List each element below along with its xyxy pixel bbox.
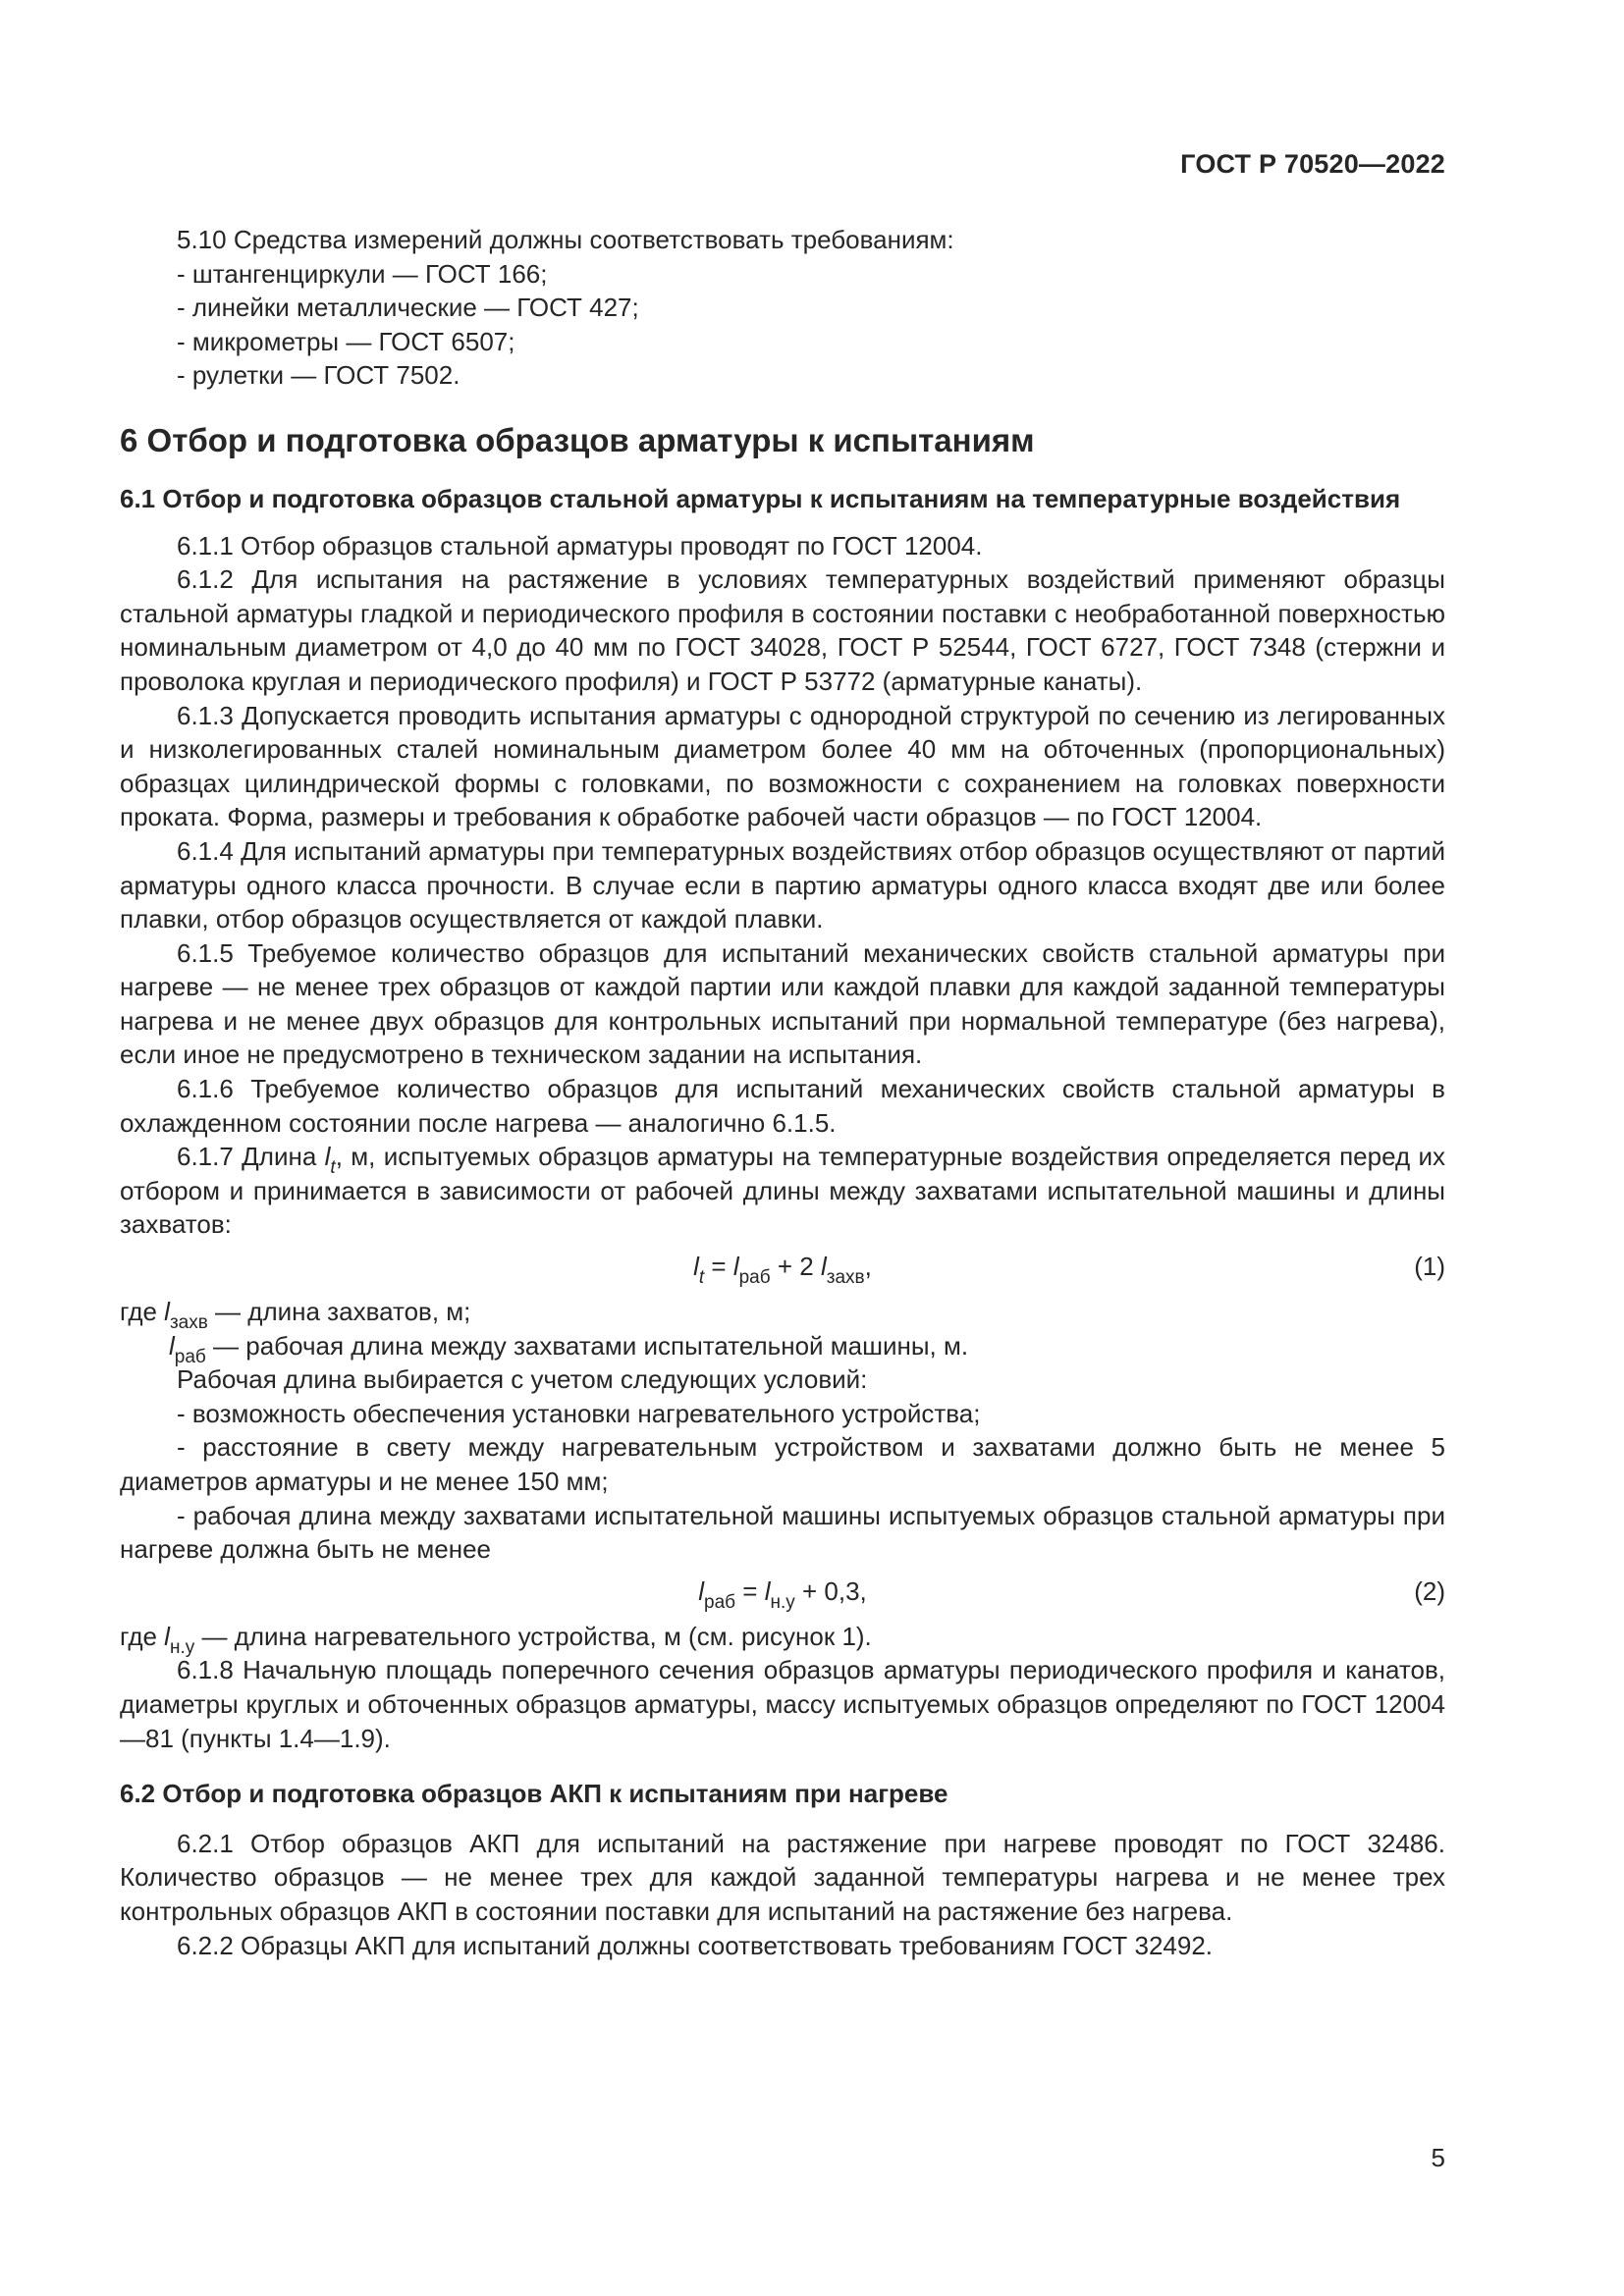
symbol-subscript: раб [174,1346,206,1367]
where-definition: — длина нагревательного устройства, м (см. рисунок 1). [194,1621,872,1651]
symbol-l: l [164,1621,170,1651]
symbol-l: l [164,1297,170,1327]
formula-tail: , [864,1252,872,1282]
clause-6-1-1: 6.1.1 Отбор образцов стальной арматуры проводят по ГОСТ 12004. [177,530,983,561]
where-rab [120,1329,1445,1367]
formula-2-expression [120,1575,1445,1613]
symbol-subscript: t [698,1267,705,1289]
list-item: - рулетки — ГОСТ 7502. [177,360,460,391]
formula-operator: + 2 [770,1252,821,1282]
clause-6-1-7 [120,1140,1445,1242]
condition-item: - расстояние в свету между нагревательным устройством и захватами должно быть не менее 5 диаметров арматуры и не менее 150 мм; [120,1432,1445,1496]
list-item: - микрометры — ГОСТ 6507; [177,326,515,356]
list-item: - штангенциркули — ГОСТ 166; [177,258,548,289]
formula-operator: = [704,1252,733,1282]
clause-6-2-2: 6.2.2 Образцы АКП для испытаний должны соответствовать требованиям ГОСТ 32492. [177,1930,1214,1960]
clause-5-10-intro: 5.10 Средства измерений должны соответствовать требованиям: [177,225,954,254]
symbol-l: l [324,1142,331,1172]
symbol-l: l [693,1252,699,1282]
clause-6-1-8: 6.1.8 Начальную площадь поперечного сечения образцов арматуры периодического профиля и канатов, диаметры круглых и обточенных образцов арматуры, массу испытуемых образцов определяют по ГОСТ 12004—81 (пункты 1.4—1.9). [120,1655,1445,1753]
where-definition: — рабочая длина между захватами испытательной машины, м. [205,1330,969,1361]
clause-6-1-2: 6.1.2 Для испытания на растяжение в условиях температурных воздействий применяют образцы стальной арматуры гладкой и периодического профиля в состоянии поставки с необработанной поверхностью номинальным диаметром от 4,0 до 40 мм по ГОСТ 34028, ГОСТ Р 52544, ГОСТ 6727, ГОСТ 7348 (стержни и проволока круглая и периодического профиля) и ГОСТ Р 53772 (арматурные канаты). [120,564,1445,696]
section-6-1-heading: 6.1 Отбор и подготовка образцов стальной арматуры к испытаниям на температурные воздействия [120,483,1401,513]
where-ny [120,1620,1445,1658]
symbol-subscript: раб [704,1591,736,1613]
symbol-subscript: раб [738,1267,771,1289]
symbol-l: l [820,1252,827,1282]
clause-6-1-6: 6.1.6 Требуемое количество образцов для испытаний механических свойств стальной арматуры в охлажденном состоянии после нагрева — аналогично 6.1.5. [120,1074,1445,1138]
section-6-heading: 6 Отбор и подготовка образцов арматуры к испытаниям [120,421,1035,458]
symbol-l: l [732,1252,739,1282]
formula-1-expression [120,1250,1445,1289]
formula-2 [120,1571,1445,1614]
list-item: - линейки металлические — ГОСТ 427; [177,293,639,323]
formula-2-number: (2) [1414,1575,1445,1606]
where-zahv [120,1295,1445,1334]
symbol-subscript: н.у [770,1591,795,1613]
clause-6-1-3: 6.1.3 Допускается проводить испытания арматуры с однородной структурой по сечению из легированных и низколегированных сталей номинальным диаметром более 40 мм на обточенных (пропорциональных) образцах цилиндрической формы с головками, по возможности с сохранением на головках поверхности проката. Форма, размеры и требования к обработке рабочей части образцов — по ГОСТ 12004. [120,700,1445,832]
formula-1 [120,1246,1445,1289]
formula-operator: = [735,1575,765,1606]
symbol-subscript: захв [826,1267,865,1289]
formula-tail: + 0,3, [794,1575,867,1606]
clause-6-1-4: 6.1.4 Для испытаний арматуры при температурных воздействиях отбор образцов осуществляют от партий арматуры одного класса прочности. В случае если в партию арматуры одного класса входят две или более плавки, отбор образцов осуществляется от каждой плавки. [120,835,1445,934]
symbol-l: l [698,1575,705,1606]
condition-item: - возможность обеспечения установки нагревательного устройства; [177,1398,981,1428]
clause-6-1-7-text-a: 6.1.7 Длина [177,1142,325,1172]
document-body [120,223,1445,1962]
formula-1-number: (1) [1414,1252,1445,1282]
condition-item: - рабочая длина между захватами испытательной машины испытуемых образцов стальной арматуры при нагреве должна быть не менее [120,1500,1445,1565]
conditions-intro: Рабочая длина выбирается с учетом следующих условий: [177,1364,868,1395]
document-code: ГОСТ Р 70520—2022 [1180,149,1445,179]
symbol-l: l [764,1575,771,1606]
clause-6-1-5: 6.1.5 Требуемое количество образцов для испытаний механических свойств стальной арматуры при нагреве — не менее трех образцов от каждой партии или каждой плавки для каждой заданной температуры нагрева и не менее двух образцов для контрольных испытаний при нормальной температуре (без нагрева), если иное не предусмотрено в техническом задании на испытания. [120,937,1445,1070]
symbol-l: l [169,1330,175,1361]
symbol-subscript: захв [169,1312,208,1334]
section-6-2-heading: 6.2 Отбор и подготовка образцов АКП к испытаниям при нагреве [120,1779,948,1809]
clause-6-2-1: 6.2.1 Отбор образцов АКП для испытаний на растяжение при нагреве проводят по ГОСТ 32486. Количество образцов — не менее трех для каждой заданной температуры нагрева и не менее трех контрольных образцов АКП в состоянии поставки для испытаний на растяжение без нагрева. [120,1828,1445,1926]
page-number: 5 [1431,2143,1445,2172]
symbol-subscript: t [330,1157,336,1179]
symbol-subscript: н.у [169,1636,195,1658]
where-prefix: где [120,1621,165,1651]
where-prefix: где [120,1297,165,1327]
where-definition: — длина захватов, м; [207,1297,471,1327]
clause-6-1-7-text-b: , м, испытуемых образцов арматуры на температурные воздействия определяется перед их отбором и принимается в зависимости от рабочей длины между захватами испытательной машины и длины захватов: [120,1142,1445,1240]
